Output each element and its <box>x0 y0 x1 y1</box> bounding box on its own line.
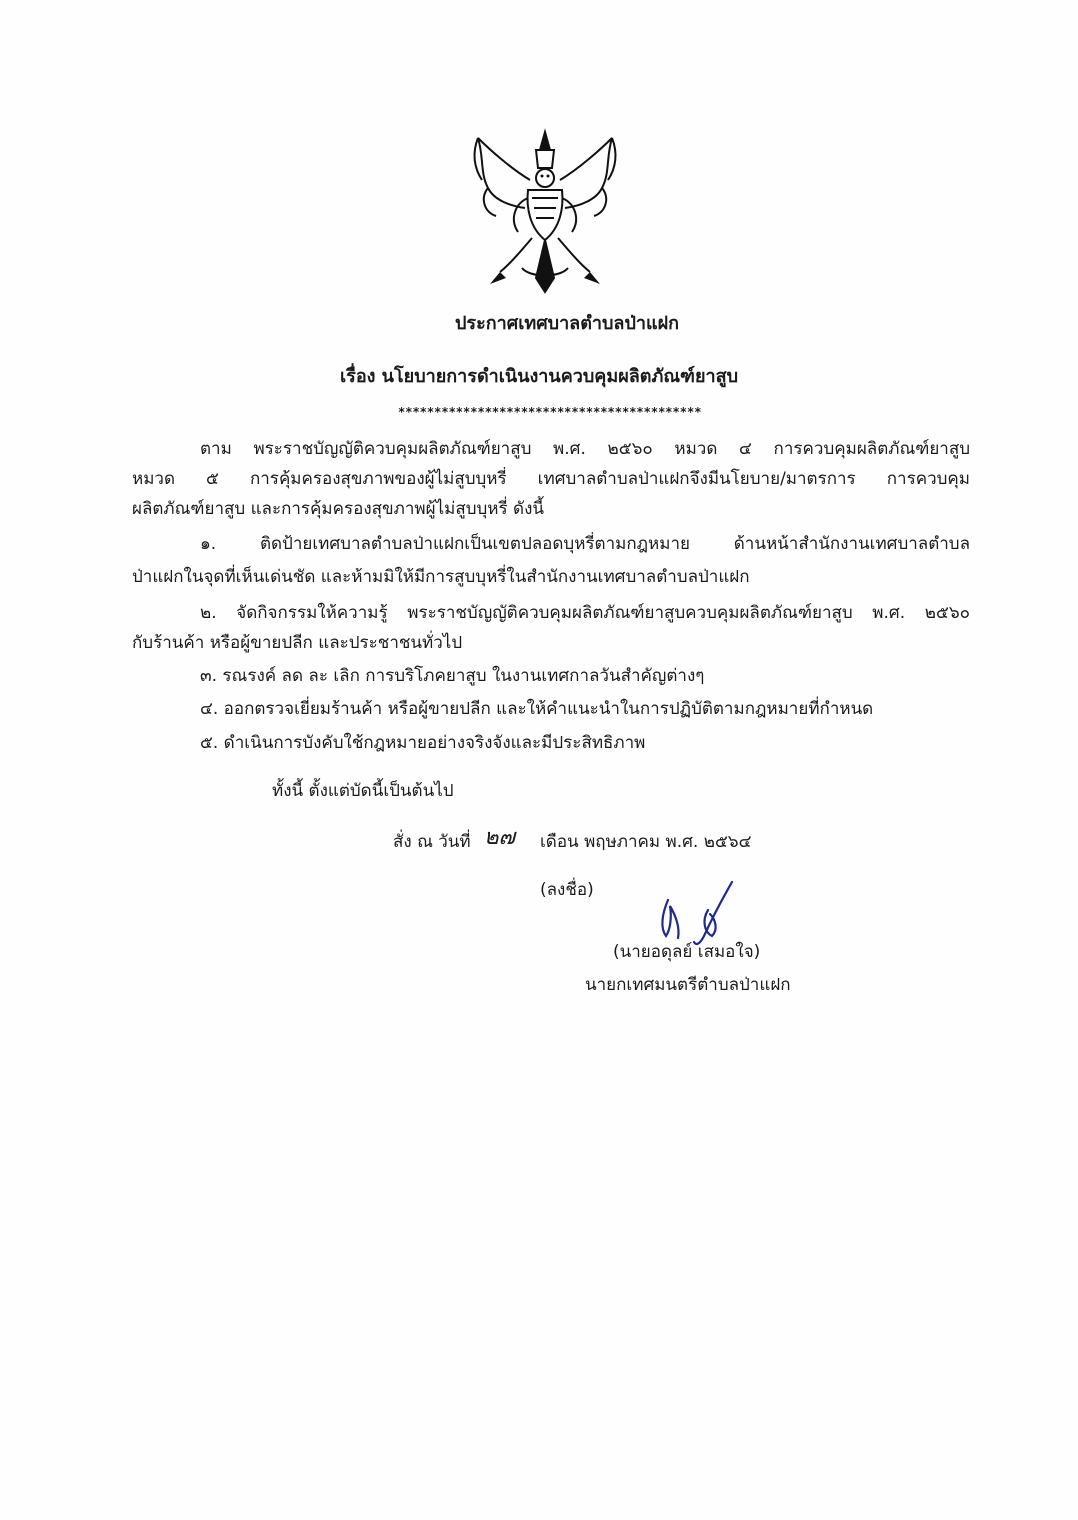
policy-item-5: ๕. ดำเนินการบังคับใช้กฎหมายอย่างจริงจังและมีประสิทธิภาพ <box>200 733 646 753</box>
policy-item-3: ๓. รณรงค์ ลด ละ เลิก การบริโภคยาสูบ ในงานเทศกาลวันสำคัญต่างๆ <box>200 666 705 686</box>
sign-label: (ลงชื่อ) <box>540 880 594 900</box>
intro-line-2: หมวด ๕ การคุ้มครองสุขภาพของผู้ไม่สูบบุหรี่ เทศบาลตำบลป่าแฝกจึงมีนโยบาย/มาตรการ การควบคุม <box>132 469 970 489</box>
signatory-name: (นายอดุลย์ เสมอใจ) <box>613 942 761 962</box>
signatory-position: นายกเทศมนตรีตำบลป่าแฝก <box>585 975 791 995</box>
order-date-day: ๒๗ <box>484 825 516 850</box>
announcement-title: ประกาศเทศบาลตำบลป่าแฝก <box>455 313 680 334</box>
policy-item-1-line-2: ป่าแฝกในจุดที่เห็นเด่นชัด และห้ามมิให้มีการสูบบุหรี่ในสำนักงานเทศบาลตำบลป่าแฝก <box>132 567 750 587</box>
intro-line-3: ผลิตภัณฑ์ยาสูบ และการคุ้มครองสุขภาพผู้ไม่สูบบุหรี่ ดังนี้ <box>132 499 544 519</box>
intro-line-1: ตาม พระราชบัญญัติควบคุมผลิตภัณฑ์ยาสูบ พ.ศ. ๒๕๖๐ หมวด ๔ การควบคุมผลิตภัณฑ์ยาสูบ <box>200 439 970 459</box>
policy-item-2-line-1: ๒. จัดกิจกรรมให้ความรู้ พระราชบัญญัติควบคุมผลิตภัณฑ์ยาสูบควบคุมผลิตภัณฑ์ยาสูบ พ.ศ. ๒๕๖๐ <box>200 603 970 623</box>
garuda-emblem-icon <box>470 128 620 298</box>
policy-item-4: ๔. ออกตรวจเยี่ยมร้านค้า หรือผู้ขายปลีก และให้คำแนะนำในการปฏิบัติตามกฎหมายที่กำหนด <box>200 699 874 719</box>
order-date-suffix: เดือน พฤษภาคม พ.ศ. ๒๕๖๔ <box>540 832 752 852</box>
order-date-prefix: สั่ง ณ วันที่ <box>393 832 471 852</box>
policy-item-2-line-2: กับร้านค้า หรือผู้ขายปลีก และประชาชนทั่วไป <box>132 633 463 653</box>
announcement-subject: เรื่อง นโยบายการดำเนินงานควบคุมผลิตภัณฑ์ยาสูบ <box>340 366 739 387</box>
effective-statement: ทั้งนี้ ตั้งแต่บัดนี้เป็นต้นไป <box>272 781 454 801</box>
policy-item-1-line-1: ๑. ติดป้ายเทศบาลตำบลป่าแฝกเป็นเขตปลอดบุหรี่ตามกฎหมาย ด้านหน้าสำนักงานเทศบาลตำบล <box>200 534 970 554</box>
separator-stars: ****************************************** <box>398 405 702 419</box>
